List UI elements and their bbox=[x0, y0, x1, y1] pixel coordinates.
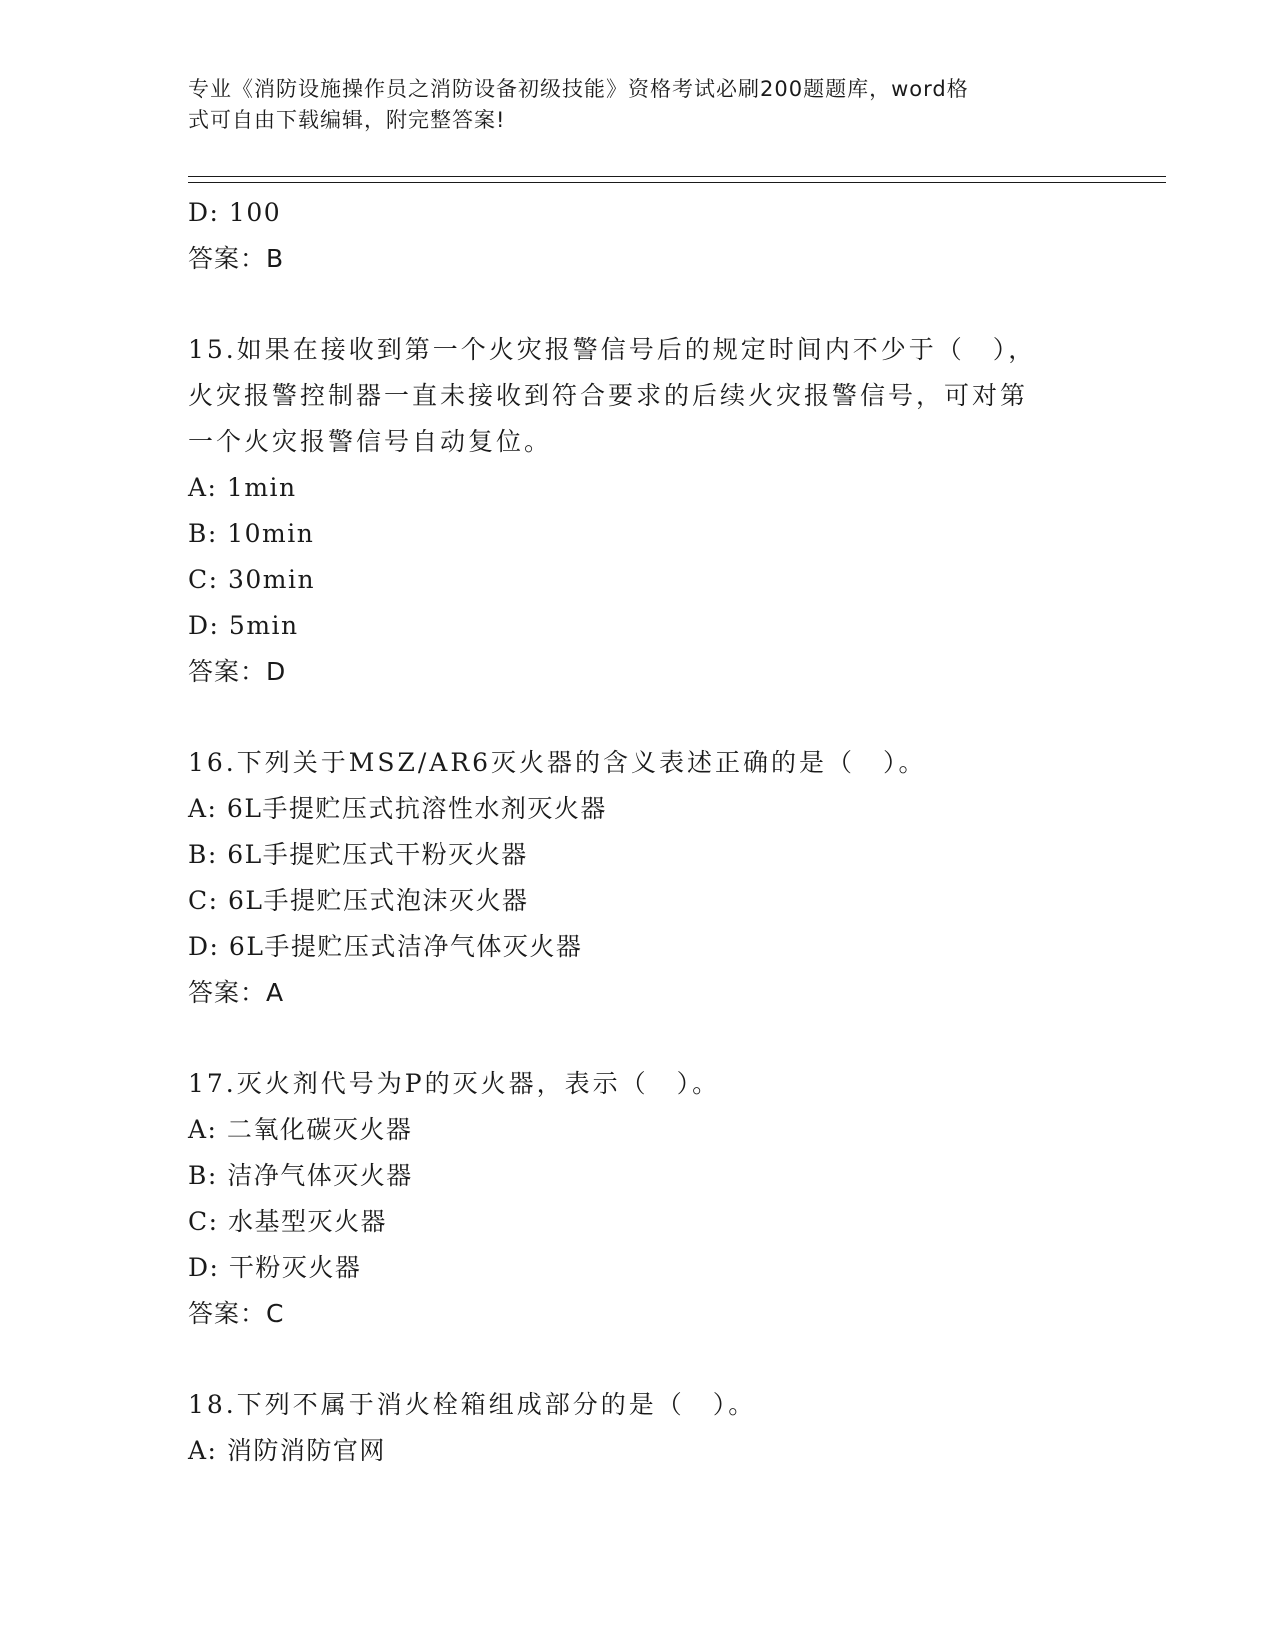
option-d: D: 100 bbox=[188, 198, 282, 227]
question-16-text bbox=[188, 740, 1088, 786]
header-title-line-1: 专业《消防设施操作员之消防设备初级技能》资格考试必刷200题题库，word格 bbox=[188, 77, 969, 101]
question-18-text bbox=[188, 1382, 1088, 1428]
option-c: C: 水基型灭火器 bbox=[188, 1207, 387, 1236]
option-a: A: 1min bbox=[188, 473, 297, 502]
question-17-text bbox=[188, 1061, 1088, 1107]
answer-line: 答案：A bbox=[188, 978, 285, 1007]
question-15-text bbox=[188, 327, 1088, 465]
spacer bbox=[188, 282, 1088, 327]
option-a: A: 6L手提贮压式抗溶性水剂灭火器 bbox=[188, 794, 607, 823]
question-text-line: 16.下列关于MSZ/AR6灭火器的含义表述正确的是（ ）。 bbox=[188, 748, 927, 777]
question-text-line: 17.灭火剂代号为P的灭火器，表示（ ）。 bbox=[188, 1069, 721, 1098]
spacer bbox=[188, 1016, 1088, 1061]
answer-line: 答案：B bbox=[188, 244, 285, 273]
header-divider-top bbox=[188, 176, 1166, 177]
answer-line: 答案：C bbox=[188, 1299, 285, 1328]
header-title-line-2: 式可自由下载编辑，附完整答案! bbox=[188, 108, 506, 132]
question-text-line: 火灾报警控制器一直未接收到符合要求的后续火灾报警信号，可对第 bbox=[188, 381, 1029, 410]
document-header bbox=[188, 74, 1068, 136]
option-b: B: 6L手提贮压式干粉灭火器 bbox=[188, 840, 528, 869]
header-divider-bottom bbox=[188, 182, 1166, 183]
option-b: B: 10min bbox=[188, 519, 315, 548]
question-content bbox=[188, 190, 1088, 1474]
option-c: C: 30min bbox=[188, 565, 316, 594]
option-d: D: 干粉灭火器 bbox=[188, 1253, 362, 1282]
option-a: A: 二氧化碳灭火器 bbox=[188, 1115, 413, 1144]
option-c: C: 6L手提贮压式泡沫灭火器 bbox=[188, 886, 529, 915]
question-text-line: 15.如果在接收到第一个火灾报警信号后的规定时间内不少于（ ）， bbox=[188, 335, 1037, 364]
spacer bbox=[188, 695, 1088, 740]
question-text-line: 一个火灾报警信号自动复位。 bbox=[188, 427, 553, 456]
option-d: D: 6L手提贮压式洁净气体灭火器 bbox=[188, 932, 583, 961]
question-text-line: 18.下列不属于消火栓箱组成部分的是（ ）。 bbox=[188, 1390, 757, 1419]
option-b: B: 洁净气体灭火器 bbox=[188, 1161, 413, 1190]
answer-line: 答案：D bbox=[188, 657, 287, 686]
spacer bbox=[188, 1337, 1088, 1382]
option-d: D: 5min bbox=[188, 611, 299, 640]
option-a: A: 消防消防官网 bbox=[188, 1436, 386, 1465]
